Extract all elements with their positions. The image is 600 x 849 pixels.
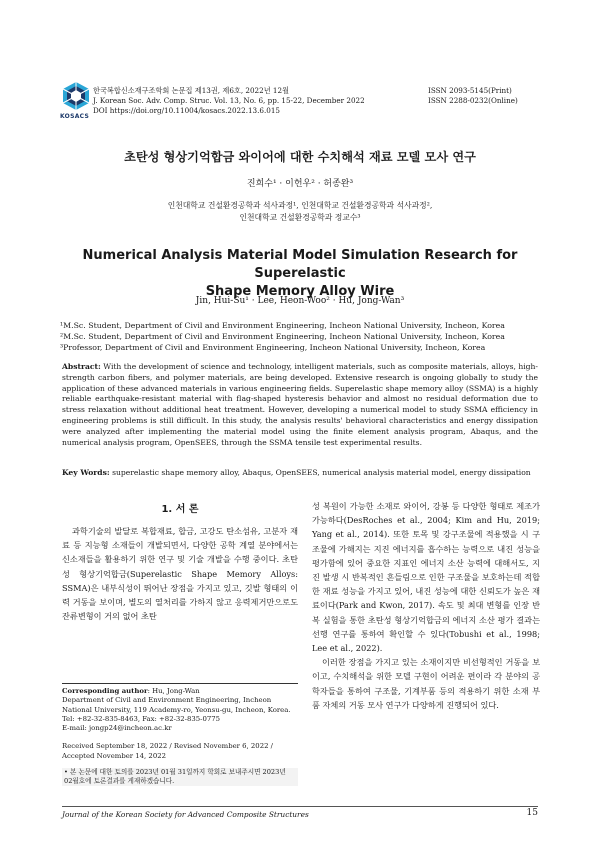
body-paragraph: 성 복원이 가능한 소재로 와이어, 강봉 등 다양한 형태로 제조가 가능하다(DesRoches et al., 2004; Kim and Hu, 2019; Yang et al., 2014). 또한 토목 및 강구조물에 적용했을 시 구조물에 가해지는 지진 에너지를 흡수하는 능력으로 내진 성능을 평가함에 있어 중요한 지표인 에너지 소산 능력에 대해서도, 지진 발생 시 반복적인 흔들림으로 인한 구조물을 보호하는데 적합한 재료 성능을 가지고 있어, 내진 성능에 대한 신뢰도가 높은 재료이다(Park and Kwon, 2017). 속도 및 최대 변형를 인장 반복 실험을 통한 초탄성 형상기억합금의 에너지 소산 평가 결과는 선행 연구를 통하여 확인할 수 있다(Tobushi et al., 1998; Lee et al., 2022). — [312, 501, 540, 654]
keywords-label: Key Words: — [62, 468, 110, 477]
english-affiliations — [60, 320, 560, 353]
corresponding-address: Department of Civil and Environment Engineering, Incheon National University, 119 Academy-ro, Yeonsu-gu, Incheon, Korea. — [62, 696, 291, 714]
issn-print: ISSN 2093-5145(Print) — [428, 86, 512, 95]
body-paragraph: 과학기술의 발달로 복합재료, 합금, 고강도 탄소섬유, 고분자 재료 등 지능형 소재들이 개발되면서, 다양한 공학 계열 분야에서는 신소재들을 활용하기 위한 연구 및 기술 개발을 수행 중이다. 초탄성 형상기억합금(Superelastic Shape Memory Alloys: SSMA)은 내부식성이 뛰어난 장점을 가지고 있고, 깃발 형태의 이력 거동을 보이며, 별도의 열처리를 가하지 않고 응력제거만으로도 잔류변형이 거의 없어 초탄 — [62, 526, 298, 622]
body-left-column — [62, 524, 298, 623]
journal-header — [93, 86, 423, 116]
header-line-korean: 한국복합신소재구조학회 논문집 제13권, 제6호, 2022년 12월 — [93, 86, 290, 95]
page-number: 15 — [526, 808, 538, 818]
english-affiliation-line: ¹M.Sc. Student, Department of Civil and Environment Engineering, Incheon National University, Incheon, Korea — [60, 321, 505, 330]
english-affiliation-line: ³Professor, Department of Civil and Environment Engineering, Incheon National University, Incheon, Korea — [60, 343, 486, 352]
english-affiliation-line: ²M.Sc. Student, Department of Civil and Environment Engineering, Incheon National University, Incheon, Korea — [60, 332, 505, 341]
section-heading: 1. 서 론 — [161, 504, 199, 515]
korean-title: 초탄성 형상기억합금 와이어에 대한 수치해석 재료 모델 모사 연구 — [124, 150, 476, 164]
corresponding-label: Corresponding author — [62, 687, 148, 695]
english-title — [40, 247, 560, 301]
issn-block — [428, 86, 578, 106]
corresponding-author-line — [62, 687, 298, 696]
footer-divider — [62, 806, 538, 807]
footnote-divider — [62, 683, 298, 684]
body-right-column — [312, 499, 540, 712]
keywords — [62, 468, 538, 479]
english-title-line: Shape Memory Alloy Wire — [205, 284, 395, 299]
corresponding-name: : Hu, Jong-Wan — [147, 687, 200, 695]
received-dates: Received September 18, 2022 / Revised November 6, 2022 / Accepted November 14, 2022 — [62, 742, 273, 760]
korean-affiliation-line: 인천대학교 건설환경공학과 석사과정¹, 인천대학교 건설환경공학과 석사과정², — [167, 201, 433, 210]
korean-affiliations — [0, 200, 600, 223]
english-authors: Jin, Hui-Su¹ · Lee, Heon-Woo² · Hu, Jong-Wan³ — [195, 296, 405, 306]
abstract-text: With the development of science and technology, intelligent materials, such as composite materials, alloys, high-strength carbon fibers, and polymer materials, are being developed. Extensive research is ongoing globally to study the application of these advanced materials in various engineering fields. Superelastic shape memory alloy (SSMA) is a highly reliable earthquake-resistant material with flag-shaped hysteresis behavior and almost no residual deformation due to stress relaxation without additional heat treatment. However, developing a numerical model to study SSMA efficiency in engineering problems is still difficult. In this study, the analysis results' behavioral characteristics and energy dissipation were analyzed after implementing the material model using the finite element analysis program, Abaqus, and the numerical analysis program, OpenSEES, through the SSMA tensile test experimental results. — [62, 362, 539, 447]
discussion-notice: • 본 논문에 대한 토의를 2023년 01월 31일까지 학회로 보내주시면 2023년 02월호에 토론결과를 게재하겠습니다. — [62, 768, 298, 786]
abstract-label: Abstract: — [62, 362, 101, 371]
corresponding-author-footnote — [62, 687, 298, 733]
korean-affiliation-line: 인천대학교 건설환경공학과 정교수³ — [239, 212, 361, 222]
doi-link[interactable]: DOI https://doi.org/10.11004/kosacs.2022.13.6.015 — [93, 106, 280, 115]
corresponding-tel: Tel: +82-32-835-8463, Fax: +82-32-835-0775 — [62, 714, 221, 723]
corresponding-email[interactable]: E-mail: jongp24@incheon.ac.kr — [62, 724, 172, 733]
journal-logo — [60, 80, 92, 114]
body-paragraph: 이러한 장점을 가지고 있는 소재이지만 비선형적인 거동을 보이고, 수치해석을 위한 모델 구현이 어려운 편이라 각 분야의 공학자들을 통하여 구조물, 기계부품 등의 적용하기 위한 소재 부품 자체의 거동 모사 연구가 다양하게 진행되어 있다. — [312, 657, 540, 710]
issn-online: ISSN 2288-0232(Online) — [428, 96, 518, 105]
keywords-text: superelastic shape memory alloy, Abaqus, OpenSEES, numerical analysis material model, energy dissipation — [112, 468, 531, 477]
english-title-line: Numerical Analysis Material Model Simulation Research for Superelastic — [82, 248, 518, 281]
logo-label: KOSACS — [60, 113, 90, 120]
journal-footer: Journal of the Korean Society for Advanced Composite Structures — [62, 810, 309, 819]
korean-authors: 진희수¹ · 이헌우² · 허종완³ — [246, 179, 354, 189]
header-line-english: J. Korean Soc. Adv. Comp. Struc. Vol. 13, No. 6, pp. 15-22, December 2022 — [93, 96, 365, 105]
abstract — [62, 362, 538, 448]
